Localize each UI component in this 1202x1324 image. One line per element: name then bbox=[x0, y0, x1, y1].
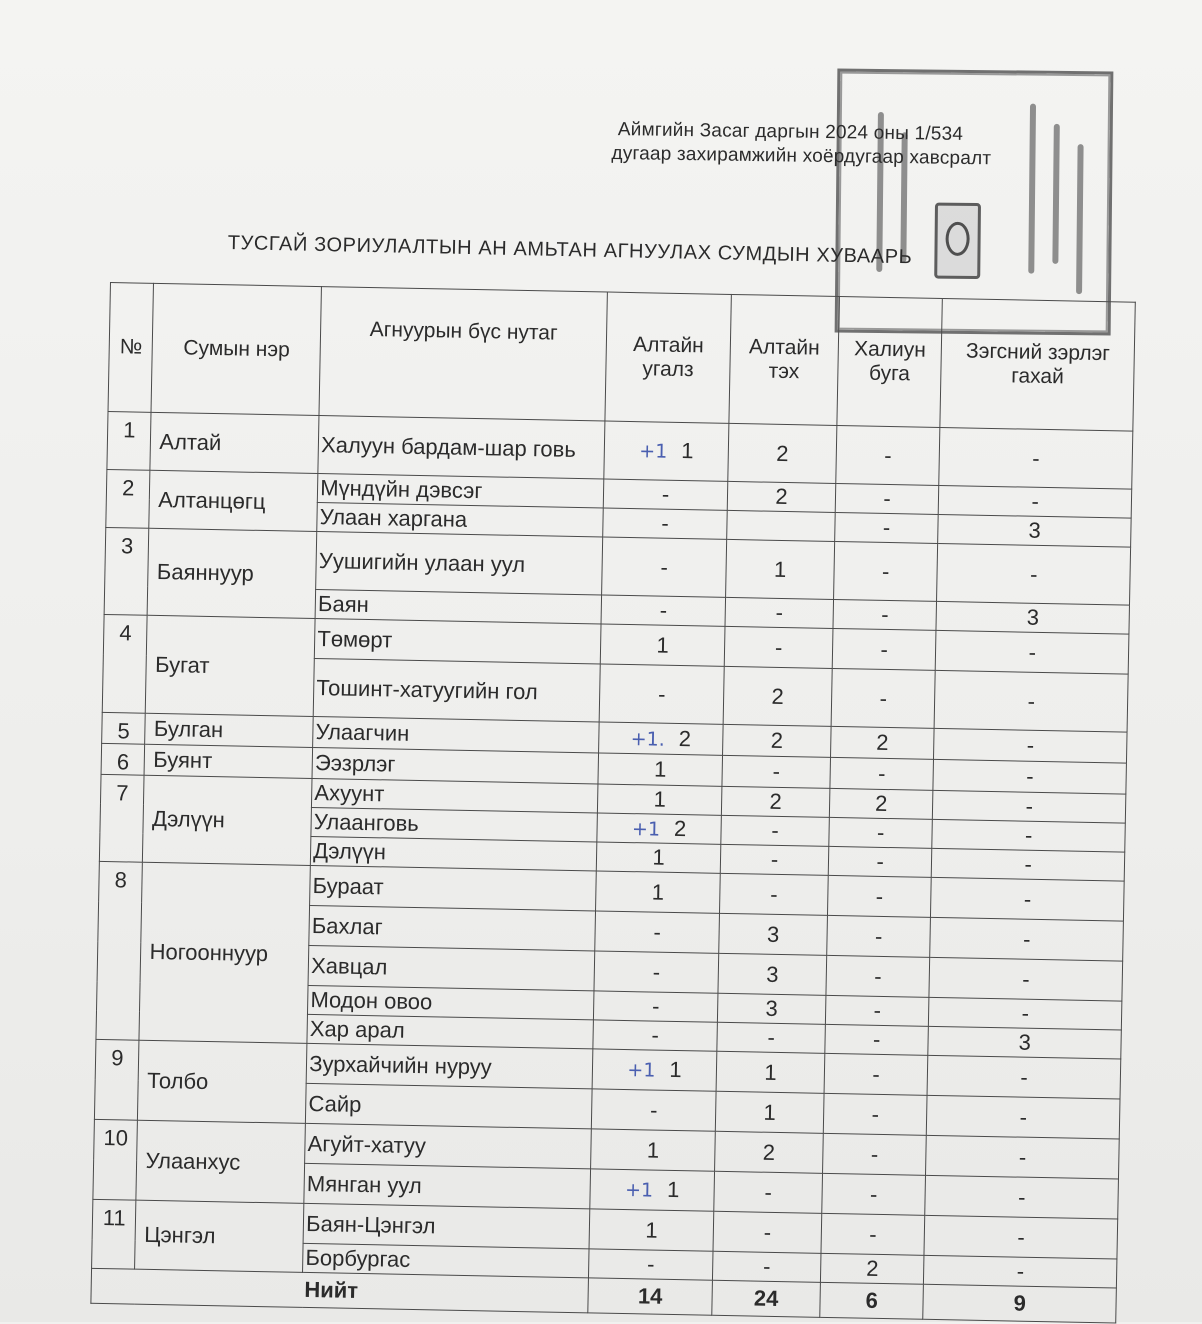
quota-argali: 1 bbox=[591, 1129, 716, 1171]
quota-gazelle: - bbox=[929, 997, 1122, 1030]
quota-gazelle: - bbox=[931, 877, 1124, 921]
quota-argali bbox=[592, 1049, 717, 1091]
quota-deer: - bbox=[828, 846, 932, 877]
quota-argali: 1 bbox=[597, 784, 722, 815]
soum-name: Алтай bbox=[150, 412, 319, 473]
hunting-area: Сайр bbox=[306, 1083, 592, 1128]
quota-deer: - bbox=[822, 1173, 926, 1215]
hunting-area: Хавцал bbox=[308, 945, 594, 990]
row-number: 1 bbox=[107, 411, 152, 470]
quota-gazelle: - bbox=[925, 1175, 1118, 1219]
quota-argali: - bbox=[599, 664, 724, 724]
quota-gazelle: - bbox=[927, 1095, 1120, 1139]
quota-argali bbox=[597, 813, 722, 844]
handwritten-mark: +1 bbox=[627, 1059, 656, 1082]
quota-argali: - bbox=[601, 595, 726, 626]
quota-argali bbox=[590, 1169, 715, 1211]
quota-gazelle: - bbox=[933, 759, 1126, 794]
quota-deer: - bbox=[829, 817, 933, 848]
quota-deer: - bbox=[826, 955, 930, 997]
handwritten-mark: +1 bbox=[624, 1179, 654, 1202]
hunting-area: Ээзрлэг bbox=[312, 747, 598, 783]
quota-argali: - bbox=[595, 911, 720, 953]
quota-deer: - bbox=[836, 425, 941, 485]
quota-deer: - bbox=[824, 1053, 928, 1095]
quota-deer: - bbox=[832, 628, 936, 670]
total-gazelle: 9 bbox=[923, 1284, 1116, 1323]
hunting-area: Борбургас bbox=[303, 1243, 589, 1277]
quota-ibex: 2 bbox=[723, 666, 832, 726]
soum-name: Бугат bbox=[146, 615, 316, 716]
hunting-area: Баян bbox=[315, 590, 601, 624]
hunting-area: Улаагчин bbox=[313, 716, 599, 752]
quota-ibex: 2 bbox=[715, 1131, 823, 1173]
quota-ibex bbox=[727, 510, 835, 541]
soum-name: Буянт bbox=[145, 744, 313, 778]
quota-ibex: - bbox=[724, 626, 832, 668]
hunting-area: Уушигийн улаан уул bbox=[316, 532, 603, 595]
hunting-area: Бураат bbox=[310, 865, 596, 910]
hunting-area: Модон овоо bbox=[308, 985, 594, 1019]
header-area: Агнуурын бүс нутаг bbox=[319, 287, 607, 421]
quota-gazelle: - bbox=[937, 543, 1131, 605]
annex-note-line-2: дугаар захирамжийн хоёрдугаар хавсралт bbox=[611, 142, 992, 170]
quota-value: 2 bbox=[678, 725, 692, 751]
quota-ibex: - bbox=[725, 597, 833, 628]
quota-ibex: 2 bbox=[723, 724, 831, 757]
quota-ibex: 1 bbox=[726, 539, 835, 599]
row-number: 10 bbox=[93, 1119, 138, 1200]
quota-ibex: - bbox=[720, 873, 828, 915]
quota-argali: 1 bbox=[596, 842, 721, 873]
handwritten-mark: +1. bbox=[630, 727, 666, 751]
row-number: 3 bbox=[104, 527, 149, 615]
total-deer: 6 bbox=[820, 1282, 924, 1319]
table-body bbox=[92, 411, 1133, 1288]
quota-deer: - bbox=[825, 995, 929, 1026]
official-stamp bbox=[835, 69, 1114, 336]
total-label: Нийт bbox=[302, 1272, 588, 1312]
total-ibex: 24 bbox=[712, 1280, 820, 1317]
hunting-area: Улаан харгана bbox=[317, 503, 603, 537]
hunting-area: Хар арал bbox=[307, 1014, 593, 1048]
header-argali: Алтайн угалз bbox=[605, 292, 732, 423]
quota-deer: - bbox=[835, 512, 939, 543]
row-number: 4 bbox=[102, 614, 147, 713]
header-no: № bbox=[108, 283, 154, 413]
hunting-area: Агуйт-хатуу bbox=[305, 1123, 591, 1168]
quota-ibex: - bbox=[722, 755, 830, 788]
hunting-area: Төмөрт bbox=[315, 619, 601, 664]
quota-argali bbox=[599, 722, 724, 755]
soum-name: Баяннуур bbox=[148, 528, 317, 618]
quota-ibex: 3 bbox=[718, 993, 826, 1024]
quota-ibex: 3 bbox=[719, 913, 827, 955]
quota-gazelle: - bbox=[924, 1255, 1117, 1288]
soum-name: Алтанцөгц bbox=[149, 470, 318, 531]
hunting-area: Дэлүүн bbox=[311, 836, 597, 870]
header-soum: Сумын нэр bbox=[151, 283, 321, 415]
quota-deer: - bbox=[822, 1133, 926, 1175]
row-number: 8 bbox=[96, 861, 143, 1040]
quota-deer: - bbox=[827, 875, 931, 917]
quota-value: 1 bbox=[669, 1056, 682, 1083]
quota-ibex: 2 bbox=[727, 481, 835, 512]
quota-ibex: - bbox=[717, 1022, 825, 1053]
quota-gazelle: - bbox=[934, 670, 1128, 732]
quota-argali: 1 bbox=[598, 753, 723, 786]
hunting-area: Зурхайчийн нуруу bbox=[306, 1043, 592, 1088]
quota-argali: - bbox=[603, 479, 728, 510]
quota-gazelle: - bbox=[934, 728, 1127, 763]
quota-deer: 2 bbox=[820, 1253, 924, 1284]
handwritten-mark: +1 bbox=[631, 817, 661, 841]
quota-gazelle: - bbox=[936, 630, 1129, 674]
soum-name: Ногооннуур bbox=[139, 862, 310, 1043]
quota-argali: 1 bbox=[600, 624, 725, 666]
header-deer: Халиун буга bbox=[837, 297, 943, 428]
row-number: 11 bbox=[92, 1199, 137, 1269]
quota-gazelle: - bbox=[939, 427, 1133, 489]
soum-name: Толбо bbox=[138, 1040, 307, 1123]
quota-gazelle: - bbox=[939, 485, 1132, 518]
quota-gazelle: 3 bbox=[938, 514, 1131, 547]
header-gazelle: Зэгсний зэрлэг гахай bbox=[940, 298, 1135, 431]
quota-gazelle: - bbox=[932, 848, 1125, 881]
quota-gazelle: 3 bbox=[928, 1026, 1121, 1059]
row-number: 6 bbox=[101, 743, 145, 775]
row-number: 5 bbox=[102, 712, 146, 744]
quota-ibex: - bbox=[714, 1171, 822, 1213]
annex-note bbox=[611, 118, 1092, 173]
quota-deer: - bbox=[833, 541, 938, 601]
quota-ibex: - bbox=[721, 815, 829, 846]
quota-argali: - bbox=[593, 1020, 718, 1051]
hunting-area: Баян-Цэнгэл bbox=[303, 1203, 589, 1248]
hunting-area: Халуун бардам-шар говь bbox=[318, 416, 605, 479]
quota-argali: - bbox=[588, 1249, 713, 1280]
quota-ibex: - bbox=[713, 1211, 821, 1253]
hunting-area: Бахлаг bbox=[309, 905, 595, 950]
total-argali: 14 bbox=[588, 1278, 713, 1315]
quota-ibex: 1 bbox=[716, 1051, 824, 1093]
soum-name: Цэнгэл bbox=[135, 1200, 304, 1272]
handwritten-mark: +1 bbox=[639, 440, 668, 463]
annex-note-line-1: Аймгийн Засаг даргын 2024 оны 1/534 bbox=[617, 119, 964, 145]
hunting-area: Ахуунт bbox=[312, 778, 598, 812]
quota-gazelle: - bbox=[926, 1135, 1119, 1179]
quota-ibex: 2 bbox=[722, 786, 830, 817]
quota-deer: - bbox=[825, 1024, 929, 1055]
quota-deer: - bbox=[823, 1093, 927, 1135]
hunting-area: Тошинт-хатуугийн гол bbox=[313, 658, 600, 721]
quota-value: 2 bbox=[673, 815, 687, 841]
quota-argali: - bbox=[594, 951, 719, 993]
quota-deer: - bbox=[821, 1213, 925, 1255]
soum-name: Дэлүүн bbox=[143, 775, 312, 865]
quota-gazelle: - bbox=[929, 957, 1122, 1001]
quota-gazelle: 3 bbox=[936, 601, 1129, 634]
row-number: 9 bbox=[94, 1039, 139, 1120]
hunting-area: Мүндүйн дэвсэг bbox=[318, 474, 604, 508]
quota-ibex: 3 bbox=[718, 953, 826, 995]
quota-argali: 1 bbox=[595, 871, 720, 913]
allocation-table-wrapper bbox=[90, 282, 1169, 1324]
quota-gazelle: - bbox=[930, 917, 1123, 961]
quota-deer: - bbox=[835, 483, 939, 514]
quota-argali: - bbox=[602, 537, 727, 597]
allocation-table bbox=[90, 282, 1135, 1324]
header-ibex: Алтайн тэх bbox=[729, 294, 839, 425]
quota-value: 1 bbox=[681, 438, 694, 464]
quota-deer: 2 bbox=[830, 726, 934, 759]
quota-ibex: 1 bbox=[715, 1091, 823, 1133]
quota-deer: - bbox=[830, 757, 934, 790]
quota-deer: - bbox=[831, 668, 936, 728]
quota-ibex: - bbox=[720, 844, 828, 875]
quota-ibex: 2 bbox=[728, 423, 837, 483]
quota-gazelle: - bbox=[933, 790, 1126, 823]
quota-argali: - bbox=[593, 991, 718, 1022]
table-header-row bbox=[108, 283, 1135, 432]
quota-gazelle: - bbox=[932, 819, 1125, 852]
quota-deer: - bbox=[833, 599, 937, 630]
quota-gazelle: - bbox=[924, 1215, 1117, 1259]
row-number: 2 bbox=[106, 469, 151, 528]
quota-gazelle: - bbox=[927, 1055, 1120, 1099]
quota-deer: - bbox=[827, 915, 931, 957]
quota-argali bbox=[604, 421, 729, 481]
quota-ibex: - bbox=[713, 1251, 821, 1282]
quota-deer: 2 bbox=[829, 788, 933, 819]
hunting-area: Мянган уул bbox=[304, 1163, 590, 1208]
row-number: 7 bbox=[99, 774, 144, 862]
document-title: ТУСГАЙ ЗОРИУЛАЛТЫН АН АМЬТАН АГНУУЛАХ СУМДЫН ХУВААРЬ bbox=[227, 232, 913, 269]
quota-argali: - bbox=[603, 508, 728, 539]
quota-value: 1 bbox=[666, 1176, 680, 1203]
quota-argali: - bbox=[591, 1089, 716, 1131]
hunting-area: Улаанговь bbox=[311, 807, 597, 841]
soum-name: Булган bbox=[145, 713, 313, 747]
quota-argali: 1 bbox=[589, 1209, 714, 1251]
soum-name: Улаанхус bbox=[136, 1120, 305, 1203]
